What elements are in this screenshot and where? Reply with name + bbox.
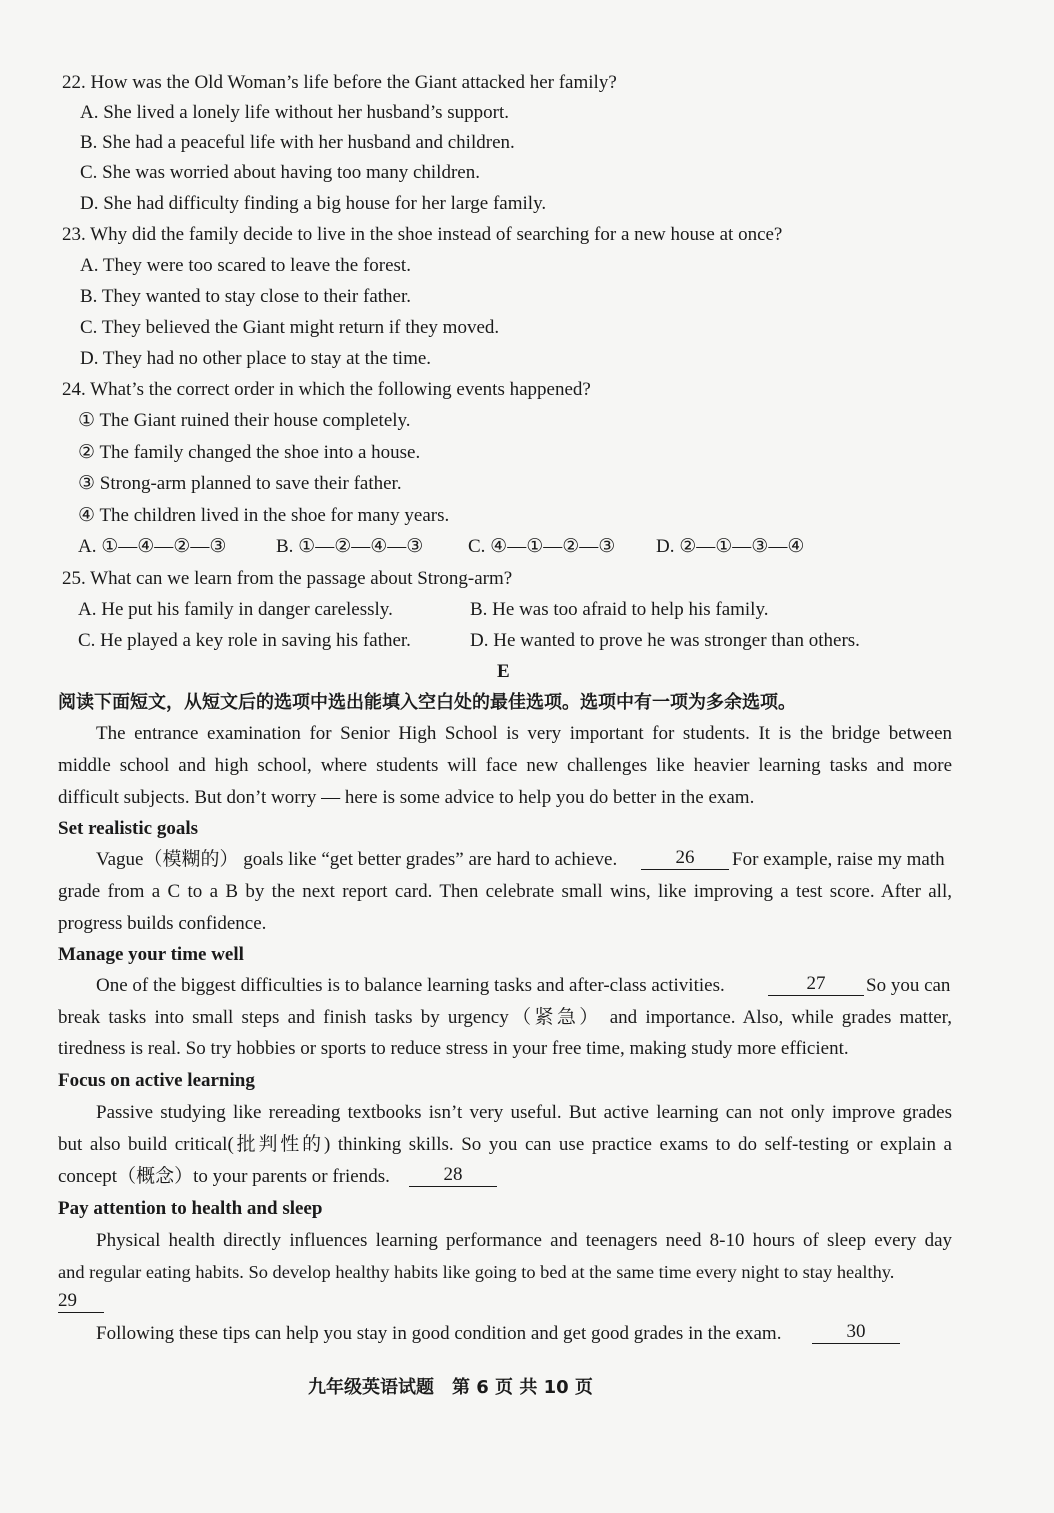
health-line-1: Physical health directly influences learning performance and teenagers need 8-10 hours of sleep every day — [96, 1230, 952, 1251]
question-23-option-d: D. They had no other place to stay at the time. — [80, 348, 432, 369]
time-line-2: break tasks into small steps and finish tasks by urgency（紧急） and importance. Also, while grades matter, — [58, 1007, 952, 1028]
question-25-option-a: A. He put his family in danger carelessly. — [78, 599, 393, 620]
blank-29[interactable]: 29 — [58, 1290, 104, 1313]
heading-focus-active-learning: Focus on active learning — [58, 1070, 255, 1091]
intro-line-3: difficult subjects. But don’t worry — here is some advice to help you do better in the exam. — [58, 787, 755, 808]
closing-line: Following these tips can help you stay in good condition and get good grades in the exam. — [96, 1323, 782, 1344]
heading-set-realistic-goals: Set realistic goals — [58, 818, 199, 839]
question-24-option-d: D. ②—①—③—④ — [656, 536, 805, 557]
health-line-2: and regular eating habits. So develop healthy habits like going to bed at the same time every night to stay healthy. — [58, 1262, 895, 1282]
question-23-stem: 23. Why did the family decide to live in the shoe instead of searching for a new house at once? — [62, 224, 783, 245]
active-line-2: but also build critical(批判性的) thinking skills. So you can use practice exams to do self-testing or explain a — [58, 1134, 952, 1155]
section-e-letter: E — [497, 661, 510, 682]
question-22-option-d: D. She had difficulty finding a big house for her large family. — [80, 193, 547, 214]
time-line-3: tiredness is real. So try hobbies or sports to reduce stress in your free time, making study more efficient. — [58, 1038, 849, 1059]
heading-health-and-sleep: Pay attention to health and sleep — [58, 1198, 323, 1219]
blank-26[interactable]: 26 — [641, 847, 729, 870]
question-22-option-a: A. She lived a lonely life without her husband’s support. — [80, 102, 510, 123]
time-line-1b: So you can — [866, 975, 951, 996]
question-23-option-c: C. They believed the Giant might return if they moved. — [80, 317, 500, 338]
question-24-option-a: A. ①—④—②—③ — [78, 536, 227, 557]
question-24-option-c: C. ④—①—②—③ — [468, 536, 616, 557]
question-22-option-b: B. She had a peaceful life with her husband and children. — [80, 132, 515, 153]
question-24-event-2: ② The family changed the shoe into a house. — [78, 442, 421, 463]
question-24-event-1: ① The Giant ruined their house completely. — [78, 410, 411, 431]
active-line-3: concept（概念）to your parents or friends. — [58, 1166, 390, 1187]
question-24-option-b: B. ①—②—④—③ — [276, 536, 424, 557]
question-25-option-d: D. He wanted to prove he was stronger than others. — [470, 630, 860, 651]
goals-line-3: progress builds confidence. — [58, 913, 267, 934]
question-25-stem: 25. What can we learn from the passage about Strong-arm? — [62, 568, 513, 589]
heading-manage-your-time: Manage your time well — [58, 944, 244, 965]
page-footer: 九年级英语试题 第 6 页 共 10 页 — [308, 1377, 593, 1398]
blank-28[interactable]: 28 — [409, 1164, 497, 1187]
question-25-option-b: B. He was too afraid to help his family. — [470, 599, 769, 620]
blank-27[interactable]: 27 — [768, 973, 864, 996]
active-line-1: Passive studying like rereading textbooks isn’t very useful. But active learning can not only improve grades — [96, 1102, 952, 1123]
question-24-event-4: ④ The children lived in the shoe for many years. — [78, 505, 450, 526]
question-22-option-c: C. She was worried about having too many children. — [80, 162, 480, 183]
goals-line-1a: Vague（模糊的） goals like “get better grades” are hard to achieve. — [96, 849, 618, 870]
question-24-event-3: ③ Strong-arm planned to save their father. — [78, 473, 402, 494]
intro-line-2: middle school and high school, where students will face new challenges like heavier learning tasks and more — [58, 755, 952, 776]
intro-line-1: The entrance examination for Senior High School is very important for students. It is the bridge between — [96, 723, 952, 744]
question-23-option-a: A. They were too scared to leave the forest. — [80, 255, 411, 276]
question-22-stem: 22. How was the Old Woman’s life before the Giant attacked her family? — [62, 72, 617, 93]
time-line-1a: One of the biggest difficulties is to balance learning tasks and after-class activities. — [96, 975, 725, 996]
goals-line-2: grade from a C to a B by the next report card. Then celebrate small wins, like improving a test score. After all, — [58, 881, 952, 902]
question-25-option-c: C. He played a key role in saving his father. — [78, 630, 411, 651]
question-23-option-b: B. They wanted to stay close to their father. — [80, 286, 412, 307]
goals-line-1b: For example, raise my math — [732, 849, 945, 870]
question-24-stem: 24. What’s the correct order in which the following events happened? — [62, 379, 591, 400]
section-e-instruction: 阅读下面短文，从短文后的选项中选出能填入空白处的最佳选项。选项中有一项为多余选项。 — [58, 692, 796, 713]
blank-30[interactable]: 30 — [812, 1321, 900, 1344]
